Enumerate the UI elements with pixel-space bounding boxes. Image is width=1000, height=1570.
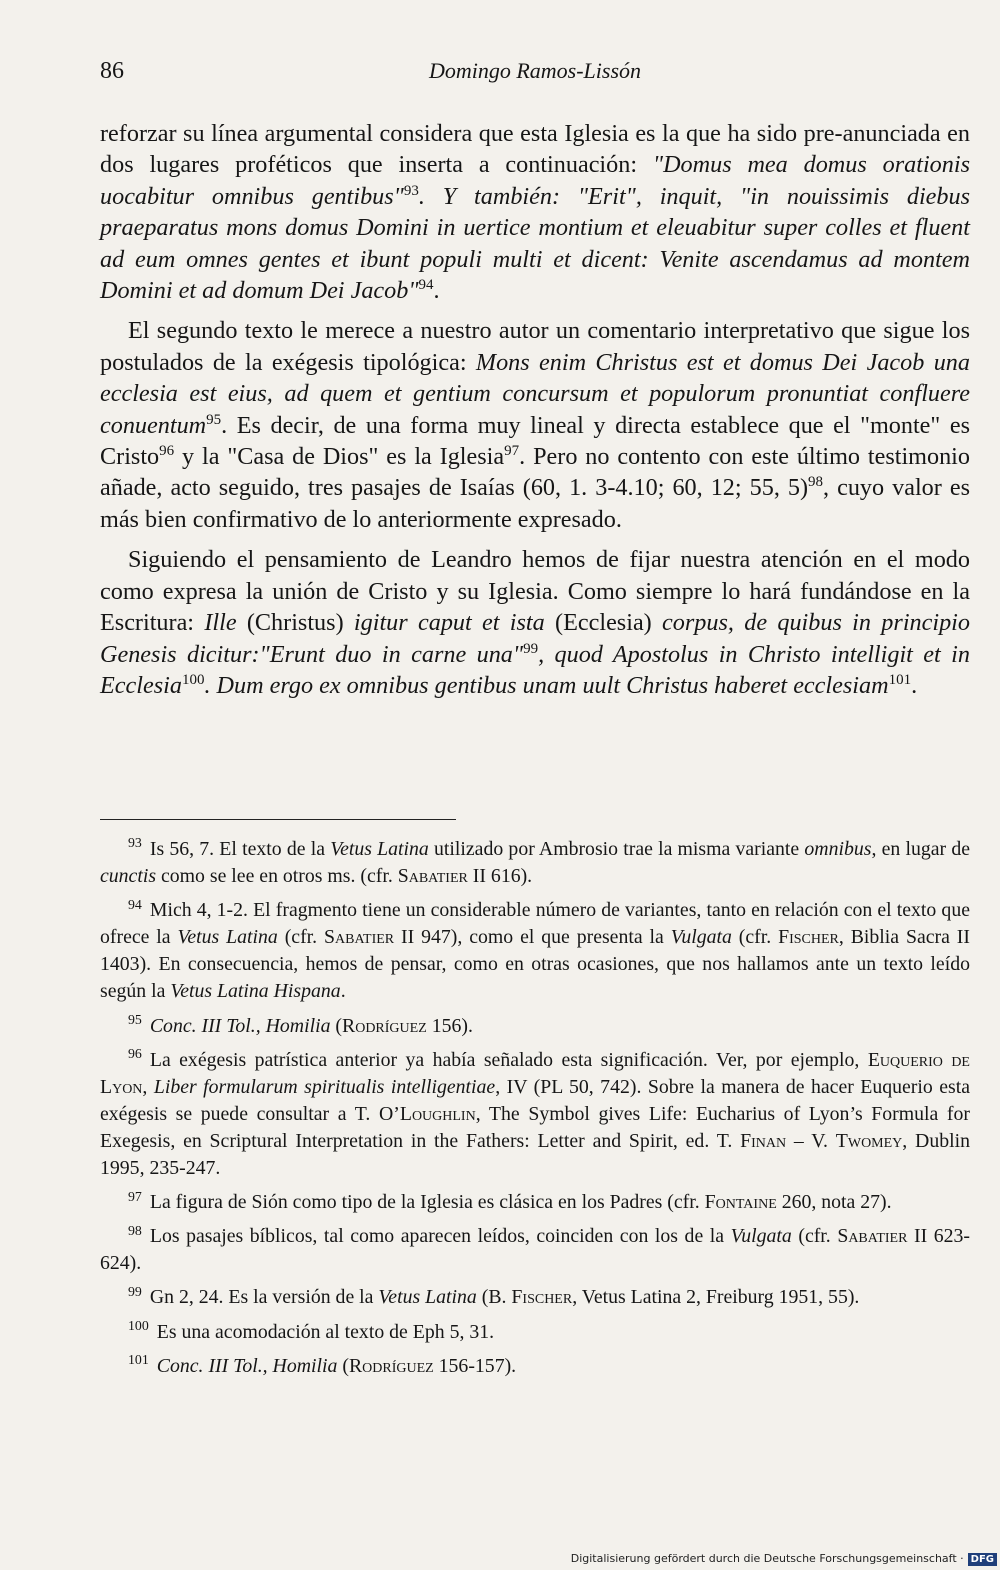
- text-run: II 616).: [467, 865, 533, 888]
- text-run: La figura de Sión como tipo de la Iglesia es clásica en los Padres (cfr.: [149, 1191, 705, 1214]
- text-run: II 623-624).: [100, 1225, 970, 1275]
- author-smallcaps: Euquerio de Lyon: [100, 1048, 970, 1098]
- page-header: [100, 58, 970, 90]
- text-run: II 947), como el que presenta la: [394, 926, 671, 949]
- text-run: ,: [142, 1075, 154, 1098]
- text-run: Los pasajes bíblicos, tal como aparecen leídos, coinciden con los de la: [149, 1225, 731, 1248]
- latin-quote: . Y también: "Erit", inquit, "in nouissimis diebus praeparatus mons domus Domini in uertice montium et eleuabitur super colles et fluent ad eum omnes gentes et ibunt populi multi et dicent: Venite ascendamus ad montem Domini et ad domum Dei Jacob": [100, 182, 970, 305]
- footnote-ref-99[interactable]: 99: [523, 640, 539, 657]
- footnote-94: [100, 897, 970, 1005]
- main-text: [100, 118, 970, 710]
- footnote-101: [100, 1353, 970, 1380]
- title-italic: Vetus Latina: [330, 838, 429, 860]
- term-italic: omnibus: [804, 838, 872, 860]
- text-run: Siguiendo el pensamiento de Leandro hemos de fijar nuestra atención en el modo como expresa la unión de Cristo y su Iglesia. Como siempre lo hará fundándose en la Escritura:: [100, 546, 970, 637]
- text-run: 156-157).: [433, 1354, 517, 1377]
- latin-quote: . Dum ergo ex omnibus gentibus unam uult Christus haberet ecclesiam: [204, 671, 889, 699]
- footnote-ref-94[interactable]: 94: [418, 276, 434, 293]
- text-run: (: [337, 1354, 349, 1377]
- author-smallcaps: Sabatier: [324, 926, 395, 949]
- text-run: . Es decir, de una forma muy lineal y directa establece que el "monte" es Cristo: [100, 411, 970, 471]
- latin-quote: corpus, de quibus in principio Genesis dicitur:"Erunt duo in carne una": [100, 609, 970, 668]
- title-italic: Vetus Latina: [378, 1286, 477, 1309]
- footnote-97: [100, 1189, 970, 1216]
- footnote-number: 100: [128, 1317, 149, 1333]
- latin-quote: igitur caput et ista: [353, 609, 545, 637]
- footnote-93: [100, 836, 970, 890]
- footnote-separator: [100, 819, 456, 820]
- author-smallcaps: Rodríguez: [342, 1014, 427, 1037]
- author-smallcaps: O’Loughlin: [378, 1102, 476, 1125]
- author-smallcaps: Finan: [740, 1129, 787, 1152]
- title-italic: Conc. III Tol., Homilia: [149, 1014, 331, 1037]
- footnote-99: [100, 1284, 970, 1311]
- text-run: – V.: [786, 1129, 836, 1152]
- footnote-100: [100, 1319, 970, 1346]
- author-smallcaps: Fischer: [778, 926, 839, 949]
- text-run: (Christus): [236, 609, 354, 637]
- digitization-credit: [571, 1552, 997, 1566]
- text-run: .: [433, 277, 440, 305]
- page-number: 86: [100, 58, 124, 84]
- text-run: . Pero no contento con este último testimonio añade, acto seguido, tres pasajes de Isaías (60, 1. 3-4.10; 60, 12; 55, 5): [100, 443, 971, 502]
- running-title: Domingo Ramos-Lissón: [428, 58, 642, 83]
- paragraph-2: [100, 315, 970, 535]
- text-run: utilizado por Ambrosio trae la misma variante: [428, 838, 805, 860]
- footnote-ref-100[interactable]: 100: [181, 671, 205, 688]
- text-run: 260, nota 27).: [776, 1191, 892, 1214]
- latin-quote: Mons enim Christus est et domus Dei Jacob una ecclesia est eius, ad quem et gentium concursum et populorum pronuntiat confluere conuentum: [100, 348, 970, 439]
- text-run: La exégesis patrística anterior ya había señalado esta significación. Ver, por ejemplo,: [149, 1048, 868, 1071]
- text-run: Gn 2, 24. Es la versión de la: [149, 1286, 379, 1309]
- footnote-96: [100, 1047, 970, 1182]
- footnote-ref-98[interactable]: 98: [808, 474, 824, 491]
- text-run: .: [340, 980, 346, 1003]
- footnote-ref-101[interactable]: 101: [888, 671, 912, 688]
- text-run: , Dublin 1995, 235-247.: [100, 1129, 971, 1180]
- footnote-number: 97: [128, 1188, 142, 1204]
- text-run: (cfr.: [277, 926, 325, 949]
- footnote-ref-93[interactable]: 93: [403, 182, 419, 199]
- footnote-95: [100, 1013, 970, 1040]
- text-run: , Biblia Sacra II 1403). En consecuencia, hemos de pensar, como en otras ocasiones, que nos hallamos ante un texto leído según la: [100, 926, 970, 1003]
- footnote-number: 98: [128, 1222, 142, 1238]
- footnote-number: 95: [128, 1011, 142, 1027]
- text-run: (B.: [476, 1286, 512, 1309]
- footnote-ref-96[interactable]: 96: [159, 443, 175, 459]
- title-italic: Vulgata: [670, 926, 732, 949]
- footnote-number: 94: [128, 896, 142, 912]
- footnote-number: 99: [128, 1283, 142, 1299]
- author-smallcaps: Twomey: [835, 1129, 903, 1152]
- footnote-number: 96: [128, 1046, 142, 1062]
- text-run: .: [911, 671, 918, 699]
- text-run: Es una acomodación al texto de Eph 5, 31.: [156, 1320, 495, 1343]
- text-run: , cuyo valor es más bien confirmativo de lo anteriormente expresado.: [100, 474, 970, 533]
- text-run: 156).: [426, 1014, 473, 1037]
- title-italic: Vetus Latina Hispana: [170, 980, 341, 1003]
- text-run: , The Symbol gives Life: Eucharius of Lyon’s Formula for Exegesis, en Scriptural Interpretation in the Fathers: Letter and Spirit, ed. T.: [100, 1102, 970, 1152]
- author-smallcaps: Sabatier: [397, 865, 468, 888]
- title-italic: Liber formularum spiritualis intelligentiae: [153, 1075, 496, 1098]
- author-smallcaps: Sabatier: [837, 1225, 908, 1248]
- text-run: El segundo texto le merece a nuestro autor un comentario interpretativo que sigue los postulados de la exégesis tipológica:: [100, 317, 970, 376]
- latin-quote: , quod Apostolus in Christo intelligit et in Ecclesia: [100, 640, 970, 699]
- text-run: reforzar su línea argumental considera que esta Iglesia es la que ha sido pre-anunciada en dos lugares proféticos que inserta a continuación:: [100, 120, 970, 179]
- text-run: y la "Casa de Dios" es la Iglesia: [174, 443, 505, 471]
- text-run: Is 56, 7. El texto de la: [149, 838, 331, 860]
- author-smallcaps: Rodríguez: [348, 1354, 434, 1377]
- footnote-number: 93: [128, 835, 142, 851]
- footnote-ref-95[interactable]: 95: [206, 411, 222, 428]
- footnote-98: [100, 1223, 970, 1277]
- text-run: , IV (PL 50, 742). Sobre la manera de hacer Euquerio esta exégesis se puede consultar a T.: [100, 1075, 970, 1125]
- paragraph-1: [100, 118, 970, 306]
- text-run: (cfr.: [731, 926, 779, 949]
- author-smallcaps: Fischer: [511, 1286, 573, 1309]
- footnote-ref-97[interactable]: 97: [504, 443, 520, 459]
- title-italic: Vetus Latina: [177, 926, 278, 949]
- footnotes: [100, 836, 970, 1387]
- paragraph-3: [100, 544, 970, 701]
- term-italic: cunctis: [100, 865, 157, 888]
- latin-quote: Ille: [204, 609, 237, 637]
- text-run: (cfr.: [791, 1225, 838, 1248]
- title-italic: Vulgata: [730, 1225, 792, 1248]
- text-run: , en lugar de: [871, 838, 970, 860]
- dfg-logo: DFG: [968, 1553, 997, 1566]
- text-run: (Ecclesia): [544, 609, 663, 637]
- text-run: (: [330, 1014, 343, 1037]
- latin-quote: "Domus mea domus orationis uocabitur omnibus gentibus": [100, 151, 970, 210]
- text-run: como se lee en otros ms. (cfr.: [156, 865, 398, 888]
- footnote-number: 101: [128, 1352, 149, 1367]
- text-run: , Vetus Latina 2, Freiburg 1951, 55).: [572, 1286, 860, 1309]
- author-smallcaps: Fontaine: [704, 1191, 777, 1214]
- text-run: Mich 4, 1-2. El fragmento tiene un considerable número de variantes, tanto en relación con el texto que ofrece la: [100, 899, 970, 949]
- credit-text: Digitalisierung gefördert durch die Deutsche Forschungsgemeinschaft ·: [570, 1552, 964, 1565]
- title-italic: Conc. III Tol., Homilia: [156, 1354, 338, 1377]
